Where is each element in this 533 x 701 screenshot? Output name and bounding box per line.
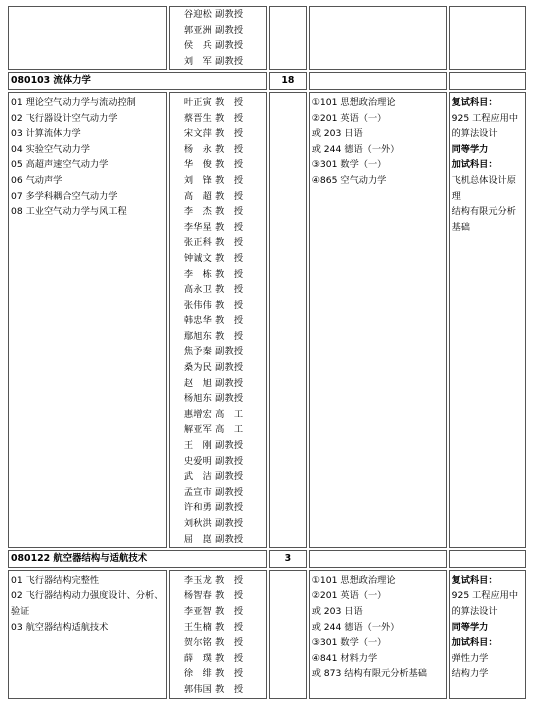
exam-item: 或 203 日语 — [311, 605, 363, 617]
extra-exam-subject: 弹性力学 — [451, 652, 489, 664]
count-cell — [269, 6, 307, 70]
direction-item: 01 飞行器结构完整性 — [11, 574, 100, 586]
program-table — [6, 4, 528, 701]
faculty-entry: 杨智春 教 授 — [183, 590, 244, 602]
direction-item: 06 气动声学 — [11, 174, 63, 186]
faculty-entry: 王 刚 副教授 — [183, 440, 244, 452]
retest-heading: 复试科目： — [451, 574, 498, 586]
exam-item: ④865 空气动力学 — [311, 174, 387, 186]
faculty-entry: 李玉龙 教 授 — [183, 574, 244, 586]
direction-item: 08 工业空气动力学与风工程 — [11, 206, 127, 218]
enrollment-count: 18 — [269, 72, 307, 90]
faculty-entry: 侯 兵 副教授 — [183, 40, 244, 52]
faculty-entry: 华 俊 教 授 — [183, 159, 244, 171]
faculty-entry: 高 超 教 授 — [183, 190, 244, 202]
empty-cell — [449, 550, 526, 568]
extra-exam-subject: 飞机总体设计原理 — [451, 174, 516, 202]
empty-cell — [309, 72, 447, 90]
extra-exam-heading: 加试科目： — [451, 637, 498, 649]
continuation-row — [8, 6, 526, 70]
faculty-list — [169, 570, 267, 699]
count-cell — [269, 570, 307, 699]
exam-item: ④841 材料力学 — [311, 652, 378, 664]
direction-item: 05 高超声速空气动力学 — [11, 159, 109, 171]
enrollment-count: 3 — [269, 550, 307, 568]
faculty-entry: 蔡晋生 教 授 — [183, 112, 244, 124]
faculty-entry: 史爱明 副教授 — [183, 455, 244, 467]
faculty-entry: 叶正寅 教 授 — [183, 96, 244, 108]
exam-item: 或 244 德语（一外） — [311, 143, 400, 155]
faculty-entry: 王生楠 教 授 — [183, 621, 244, 633]
count-cell — [269, 92, 307, 548]
faculty-cell — [169, 6, 267, 70]
direction-item: 07 多学科耦合空气动力学 — [11, 190, 118, 202]
faculty-entry: 杨旭东 副教授 — [183, 393, 244, 405]
faculty-list — [169, 92, 267, 548]
exam-cell — [309, 6, 447, 70]
exam-item: 或 244 德语（一外） — [311, 621, 400, 633]
faculty-entry: 焦予秦 副教授 — [183, 346, 244, 358]
research-directions — [8, 92, 167, 548]
retest-subject: 925 工程应用中的算法设计 — [451, 112, 519, 140]
retest-notes — [449, 92, 526, 548]
program-code-name: 080122 航空器结构与适航技术 — [8, 550, 267, 568]
program-code-name: 080103 流体力学 — [8, 72, 267, 90]
faculty-entry: 贺尔铭 教 授 — [183, 637, 244, 649]
exam-item: ③301 数学（一） — [311, 159, 387, 171]
faculty-entry: 李 杰 教 授 — [183, 206, 244, 218]
faculty-entry: 李 栋 教 授 — [183, 268, 244, 280]
section-body-row — [8, 92, 526, 548]
exam-item: 或 873 结构有限元分析基础 — [311, 668, 427, 680]
faculty-entry: 解亚军 高 工 — [183, 424, 244, 436]
faculty-entry: 薛 璞 教 授 — [183, 652, 244, 664]
faculty-entry: 武 洁 副教授 — [183, 471, 244, 483]
empty-cell — [309, 550, 447, 568]
notes-cell — [449, 6, 526, 70]
faculty-entry: 鄢旭东 教 授 — [183, 330, 244, 342]
faculty-entry: 宋文萍 教 授 — [183, 128, 244, 140]
section-header-row — [8, 72, 526, 90]
exam-subjects — [309, 92, 447, 548]
direction-item: 02 飞行器设计空气动力学 — [11, 112, 118, 124]
faculty-entry: 孟宣市 副教授 — [183, 486, 244, 498]
exam-item: ①101 思想政治理论 — [311, 574, 396, 586]
faculty-entry: 赵 旭 副教授 — [183, 377, 244, 389]
direction-item: 04 实验空气动力学 — [11, 143, 90, 155]
exam-subjects — [309, 570, 447, 699]
retest-notes — [449, 570, 526, 699]
faculty-entry: 屈 崑 副教授 — [183, 533, 244, 545]
exam-item: ③301 数学（一） — [311, 637, 387, 649]
faculty-entry: 张正科 教 授 — [183, 237, 244, 249]
section-header-row — [8, 550, 526, 568]
faculty-entry: 谷迎松 副教授 — [183, 9, 244, 20]
faculty-entry: 许和勇 副教授 — [183, 502, 244, 514]
retest-subject: 925 工程应用中的算法设计 — [451, 590, 519, 617]
faculty-entry: 李华星 教 授 — [183, 221, 244, 233]
faculty-entry: 刘 军 副教授 — [183, 55, 244, 67]
extra-exam-subject: 结构力学 — [451, 668, 489, 680]
empty-cell — [449, 72, 526, 90]
faculty-entry: 徐 绯 教 授 — [183, 668, 244, 680]
faculty-entry: 杨 永 教 授 — [183, 143, 244, 155]
faculty-entry: 桑为民 副教授 — [183, 362, 244, 374]
faculty-entry: 韩忠华 教 授 — [183, 315, 244, 327]
exam-item: ①101 思想政治理论 — [311, 96, 396, 108]
faculty-entry: 郭伟国 教 授 — [183, 683, 244, 695]
retest-heading: 复试科目： — [451, 96, 498, 108]
extra-exam-subject: 结构有限元分析基础 — [451, 206, 516, 233]
extra-exam-heading: 加试科目： — [451, 159, 498, 171]
direction-item: 01 理论空气动力学与流动控制 — [11, 96, 136, 108]
faculty-entry: 刘秋洪 副教授 — [183, 518, 244, 529]
direction-item: 03 航空器结构适航技术 — [11, 621, 109, 633]
research-directions — [8, 570, 167, 699]
faculty-entry: 张伟伟 教 授 — [183, 299, 244, 311]
direction-item: 02 飞行器结构动力强度设计、分析、验证 — [11, 590, 164, 617]
faculty-entry: 刘 锋 教 授 — [183, 174, 244, 186]
equivalent-heading: 同等学力 — [451, 143, 489, 155]
faculty-entry: 李亚智 教 授 — [183, 605, 244, 617]
direction-item: 03 计算流体力学 — [11, 128, 81, 140]
equivalent-heading: 同等学力 — [451, 621, 489, 633]
section-body-row — [8, 570, 526, 699]
faculty-entry: 惠增宏 高 工 — [183, 408, 244, 420]
faculty-entry: 高永卫 教 授 — [183, 284, 244, 296]
exam-item: 或 203 日语 — [311, 128, 363, 140]
directions-cell — [8, 6, 167, 70]
exam-item: ②201 英语（一） — [311, 112, 387, 124]
faculty-entry: 郭亚洲 副教授 — [183, 24, 244, 36]
faculty-entry: 钟诚文 教 授 — [183, 252, 244, 264]
exam-item: ②201 英语（一） — [311, 590, 387, 602]
